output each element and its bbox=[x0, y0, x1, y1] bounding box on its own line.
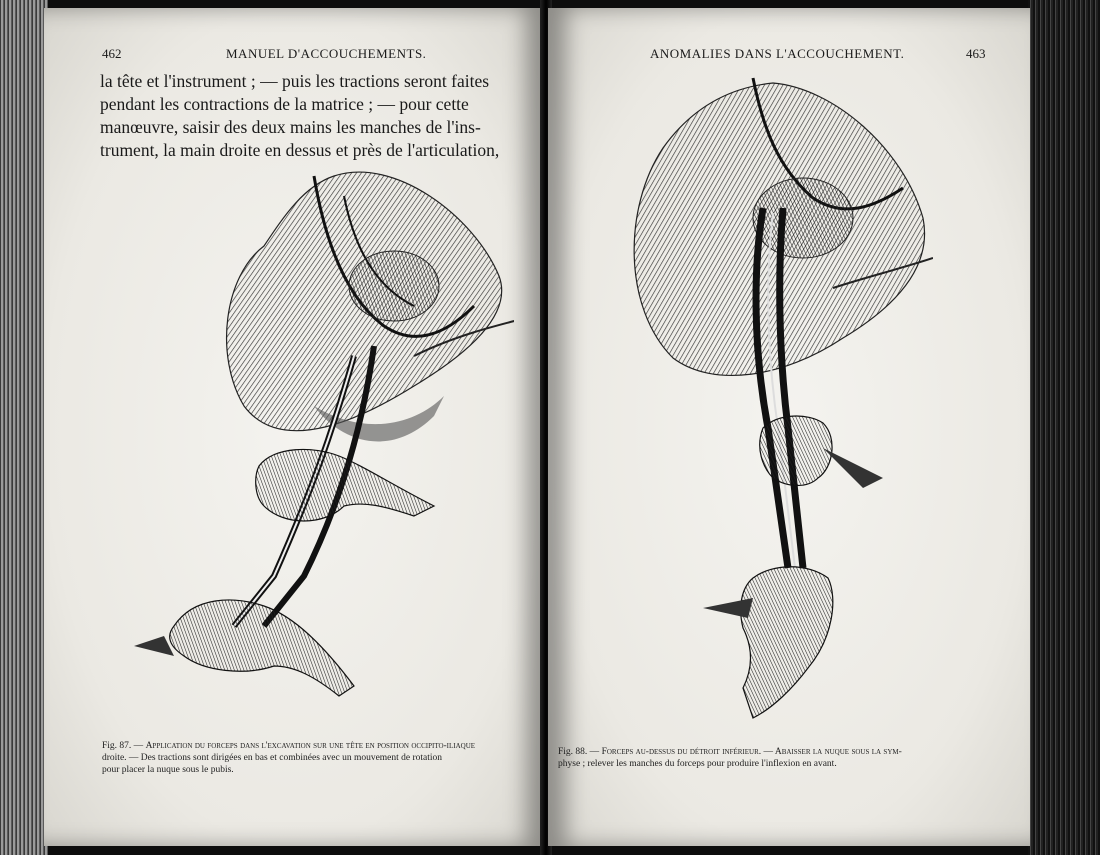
right-page-number: 463 bbox=[966, 46, 986, 61]
left-page-number: 462 bbox=[102, 46, 122, 61]
figure-88-caption bbox=[558, 746, 998, 770]
caption-text: Application du forceps dans l'excavation sur une tête en position occipito-iliaque bbox=[145, 741, 476, 751]
caption-line bbox=[558, 746, 998, 758]
body-line: trument, la main droite en dessus et près de l'articulation, bbox=[100, 140, 500, 160]
figure-87-caption bbox=[102, 740, 532, 776]
body-line: la tête et l'instrument ; — puis les tractions seront faites bbox=[100, 71, 490, 91]
right-running-head: ANOMALIES DANS L'ACCOUCHEMENT. bbox=[650, 46, 905, 61]
caption-line: pour placer la nuque sous le pubis. bbox=[102, 765, 234, 775]
body-line: pendant les contractions de la matrice ; — pour cette bbox=[100, 94, 469, 114]
caption-line bbox=[102, 740, 532, 752]
figure-label: Fig. 88. — bbox=[558, 747, 600, 757]
body-line: manœuvre, saisir des deux mains les manches de l'ins- bbox=[100, 117, 481, 137]
left-page bbox=[44, 8, 544, 846]
right-page-edges bbox=[1028, 0, 1100, 855]
caption-line: physe ; relever les manches du forceps pour produire l'inflexion en avant. bbox=[558, 759, 837, 769]
figure-87-illustration bbox=[114, 156, 514, 726]
figure-label: Fig. 87. — bbox=[102, 741, 144, 751]
right-page bbox=[548, 8, 1030, 846]
caption-line: droite. — Des tractions sont dirigées en bas et combinées avec un mouvement de rotation bbox=[102, 753, 443, 763]
left-page-edges bbox=[0, 0, 48, 855]
left-running-head: MANUEL D'ACCOUCHEMENTS. bbox=[226, 46, 427, 61]
left-body-text bbox=[100, 70, 540, 162]
caption-text: Forceps au-dessus du détroit inférieur. — Abaisser la nuque sous la sym- bbox=[601, 747, 902, 757]
figure-88-illustration bbox=[603, 68, 933, 738]
